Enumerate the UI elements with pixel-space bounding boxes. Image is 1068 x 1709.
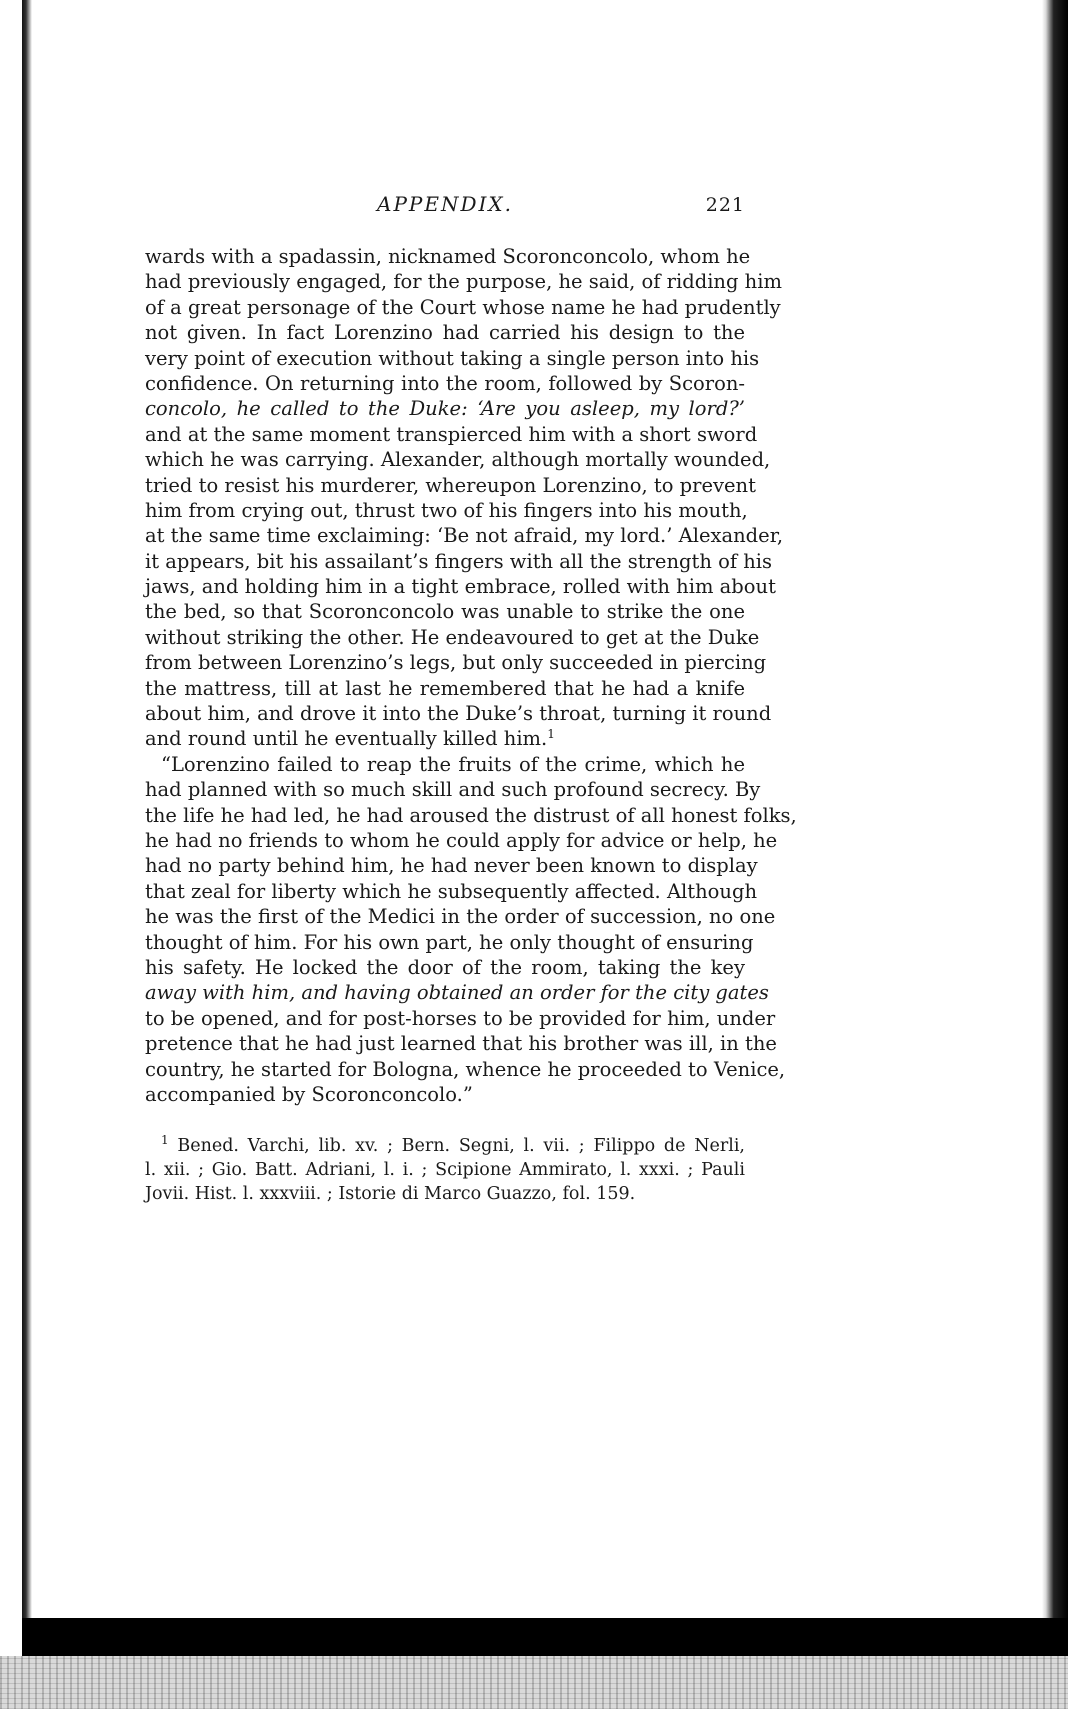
- text-line: it appears, bit his assailant’s fingers with all the strength of his: [145, 549, 773, 573]
- text-line: pretence that he had just learned that his brother was ill, in the: [145, 1032, 777, 1056]
- text-line: country, he started for Bologna, whence he proceeded to Venice,: [145, 1057, 786, 1081]
- running-title: APPENDIX.: [377, 192, 513, 216]
- text-line: thought of him. For his own part, he only thought of ensuring: [145, 930, 754, 954]
- text-line: the life he had led, he had aroused the distrust of all honest folks,: [145, 803, 797, 827]
- text-line: had no party behind him, he had never been known to display: [145, 854, 758, 878]
- text-line: his safety. He locked the door of the room, taking the key: [145, 955, 745, 979]
- text-line: had planned with so much skill and such profound secrecy. By: [145, 778, 761, 802]
- text-line: very point of execution without taking a single person into his: [145, 346, 760, 370]
- text-line: concolo, he called to the Duke: ‘Are you asleep, my lord?’: [145, 397, 745, 421]
- scan-edge-right: [1042, 0, 1068, 1680]
- text-line: about him, and drove it into the Duke’s throat, turning it round: [145, 702, 772, 726]
- text-line: to be opened, and for post-horses to be provided for him, under: [145, 1006, 776, 1030]
- scan-noise-strip: [0, 1656, 1068, 1709]
- footnote-reference: 1: [547, 727, 555, 742]
- scan-edge-left: [22, 0, 32, 1650]
- text-line-content: and round until he eventually killed him.: [145, 727, 548, 751]
- text-line: “Lorenzino failed to reap the fruits of the crime, which he: [161, 752, 745, 776]
- page-number: 221: [705, 194, 745, 216]
- text-line: and at the same moment transpierced him with a short sword: [145, 422, 758, 446]
- text-line: he had no friends to whom he could apply for advice or help, he: [145, 828, 778, 852]
- text-line: tried to resist his murderer, whereupon Lorenzino, to prevent: [145, 473, 756, 497]
- main-text: [145, 244, 797, 1107]
- text-line: he was the first of the Medici in the order of succession, no one: [145, 905, 776, 929]
- text-line: him from crying out, thrust two of his fingers into his mouth,: [145, 498, 748, 522]
- text-line: confidence. On returning into the room, followed by Scoron-: [145, 371, 745, 395]
- text-line: jaws, and holding him in a tight embrace, rolled with him about: [145, 575, 776, 599]
- footnote-text: Bened. Varchi, lib. xv. ; Bern. Segni, l. vii. ; Filippo de Nerli,: [177, 1136, 745, 1156]
- text-line: from between Lorenzino’s legs, but only succeeded in piercing: [145, 651, 767, 675]
- text-line: which he was carrying. Alexander, although mortally wounded,: [145, 448, 771, 472]
- text-line: [145, 726, 745, 751]
- text-line: of a great personage of the Court whose name he had prudently: [145, 295, 781, 319]
- footnote-line: l. xii. ; Gio. Batt. Adriani, l. i. ; Scipione Ammirato, l. xxxi. ; Pauli: [145, 1160, 745, 1180]
- text-line: not given. In fact Lorenzino had carried his design to the: [145, 321, 745, 345]
- text-line: the bed, so that Scoronconcolo was unable to strike the one: [145, 600, 745, 624]
- text-line: had previously engaged, for the purpose, he said, of ridding him: [145, 270, 782, 294]
- page-header: [145, 192, 745, 222]
- text-line: the mattress, till at last he remembered that he had a knife: [145, 676, 745, 700]
- text-line: accompanied by Scoronconcolo.”: [145, 1082, 473, 1106]
- footnote-line: [145, 1134, 745, 1158]
- footnote: [145, 1134, 745, 1206]
- text-line: wards with a spadassin, nicknamed Scoronconcolo, whom he: [145, 245, 751, 268]
- scan-edge-bottom: [22, 1618, 1068, 1656]
- text-line: at the same time exclaiming: ‘Be not afraid, my lord.’ Alexander,: [145, 524, 784, 548]
- text-line: without striking the other. He endeavoured to get at the Duke: [145, 625, 760, 649]
- text-line: that zeal for liberty which he subsequently affected. Although: [145, 879, 758, 903]
- text-line: away with him, and having obtained an order for the city gates: [145, 981, 769, 1005]
- footnote-marker: 1: [161, 1133, 169, 1147]
- footnote-line: Jovii. Hist. l. xxxviii. ; Istorie di Marco Guazzo, fol. 159.: [145, 1184, 636, 1204]
